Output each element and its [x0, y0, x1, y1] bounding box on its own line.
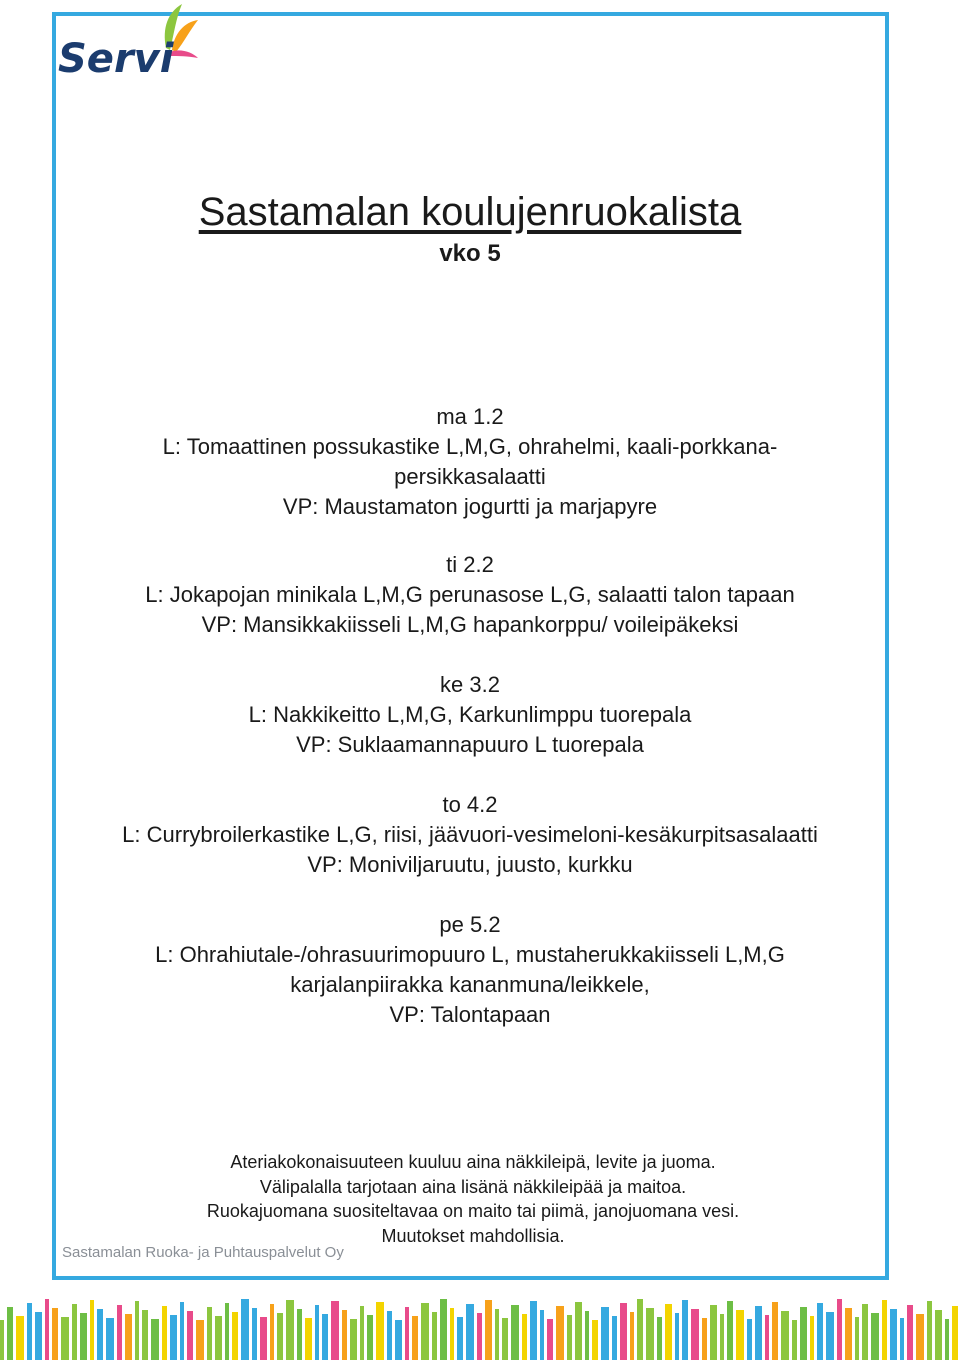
stripe — [106, 1318, 114, 1360]
stripe — [135, 1301, 139, 1360]
stripe — [331, 1301, 339, 1360]
stripe — [466, 1304, 474, 1360]
stripe — [252, 1308, 257, 1360]
stripe — [232, 1312, 238, 1360]
day-friday — [0, 910, 940, 1030]
week-label: vko 5 — [439, 240, 501, 267]
stripe — [727, 1301, 733, 1360]
stripe — [691, 1309, 699, 1360]
stripe — [837, 1299, 842, 1360]
stripe — [342, 1310, 347, 1360]
stripe — [180, 1302, 184, 1360]
stripe — [511, 1305, 519, 1360]
stripe — [125, 1314, 132, 1360]
stripe — [935, 1310, 942, 1360]
stripe — [765, 1315, 769, 1360]
stripe — [882, 1300, 887, 1360]
stripe — [27, 1303, 32, 1360]
stripe — [207, 1307, 212, 1360]
stripe — [702, 1318, 707, 1360]
stripe — [151, 1319, 159, 1360]
stripe — [547, 1319, 553, 1360]
stripe — [585, 1311, 589, 1360]
stripe — [800, 1307, 807, 1360]
stripe — [405, 1307, 409, 1360]
menu-line: L: Tomaattinen possukastike L,M,G, ohrahelmi, kaali-porkkana- — [162, 434, 778, 459]
stripe — [720, 1314, 724, 1360]
stripe — [61, 1317, 69, 1360]
menu-line: L: Nakkikeitto L,M,G, Karkunlimppu tuorepala — [248, 702, 692, 727]
note-line: Muutokset mahdollisia. — [381, 1225, 565, 1246]
stripe — [457, 1317, 463, 1360]
stripe — [0, 1320, 4, 1360]
stripe — [360, 1306, 364, 1360]
stripe — [855, 1317, 859, 1360]
stripe — [421, 1303, 429, 1360]
stripe — [376, 1302, 384, 1360]
stripe — [485, 1300, 492, 1360]
stripe — [927, 1301, 932, 1360]
stripe — [620, 1303, 627, 1360]
stripe — [387, 1311, 392, 1360]
stripe — [682, 1300, 688, 1360]
stripe — [196, 1320, 204, 1360]
stripe — [170, 1315, 177, 1360]
stripe — [350, 1319, 357, 1360]
stripe — [592, 1320, 598, 1360]
stripe — [502, 1318, 508, 1360]
stripe — [781, 1311, 789, 1360]
stripe — [665, 1304, 672, 1360]
stripe — [35, 1312, 42, 1360]
stripe — [225, 1303, 229, 1360]
stripe — [540, 1310, 544, 1360]
day-date: ke 3.2 — [440, 672, 500, 697]
stripe — [395, 1320, 402, 1360]
day-monday — [0, 402, 940, 522]
stripe — [810, 1316, 814, 1360]
stripe — [72, 1304, 77, 1360]
stripe — [16, 1316, 24, 1360]
stripe — [315, 1305, 319, 1360]
stripe — [117, 1305, 122, 1360]
stripe — [45, 1299, 49, 1360]
stripe — [90, 1300, 94, 1360]
stripe — [450, 1308, 454, 1360]
menu-line: VP: Talontapaan — [389, 1002, 551, 1027]
stripe — [270, 1304, 274, 1360]
menu-line: L: Currybroilerkastike L,G, riisi, jäävuori-vesimeloni-kesäkurpitsasalaatti — [122, 822, 818, 847]
stripe — [945, 1319, 949, 1360]
stripe — [612, 1316, 617, 1360]
stripe — [871, 1313, 879, 1360]
stripe — [530, 1301, 537, 1360]
note-line: Ruokajuomana suositeltavaa on maito tai piimä, janojuomana vesi. — [206, 1201, 740, 1221]
servi-logo — [58, 0, 208, 85]
stripe — [286, 1300, 294, 1360]
stripe — [575, 1302, 582, 1360]
menu-line: karjalanpiirakka kananmuna/leikkele, — [290, 972, 650, 997]
stripe — [556, 1306, 564, 1360]
stripe — [890, 1309, 897, 1360]
stripe — [495, 1309, 499, 1360]
day-date: to 4.2 — [442, 792, 498, 817]
stripe — [477, 1313, 482, 1360]
day-date: pe 5.2 — [439, 912, 501, 937]
stripe — [772, 1302, 778, 1360]
note-line: Ateriakokonaisuuteen kuuluu aina näkkileipä, levite ja juoma. — [230, 1152, 716, 1172]
stripe — [916, 1314, 924, 1360]
stripe — [952, 1306, 958, 1360]
stripe — [215, 1316, 222, 1360]
stripe — [432, 1312, 437, 1360]
stripe — [900, 1318, 904, 1360]
stripe — [845, 1308, 852, 1360]
logo-wordmark: Servi — [58, 36, 174, 82]
stripe — [80, 1313, 87, 1360]
day-wednesday — [0, 670, 940, 760]
stripe — [142, 1310, 148, 1360]
menu-line: VP: Suklaamannapuuro L tuorepala — [296, 732, 644, 757]
stripe — [826, 1312, 834, 1360]
stripe — [792, 1320, 797, 1360]
stripe — [907, 1305, 913, 1360]
stripe — [646, 1308, 654, 1360]
stripe — [637, 1299, 643, 1360]
stripe — [367, 1315, 373, 1360]
stripe — [52, 1308, 58, 1360]
stripe — [277, 1313, 283, 1360]
page-title: Sastamalan koulujenruokalista — [198, 190, 742, 234]
stripe — [440, 1299, 447, 1360]
stripe — [817, 1303, 823, 1360]
menu-line: VP: Maustamaton jogurtti ja marjapyre — [282, 494, 658, 519]
stripe — [710, 1305, 717, 1360]
menu-line: L: Ohrahiutale-/ohrasuurimopuuro L, mustaherukkakiisseli L,M,G — [155, 942, 785, 967]
stripe — [630, 1312, 634, 1360]
footer-company: Sastamalan Ruoka- ja Puhtauspalvelut Oy — [62, 1244, 344, 1261]
stripe — [260, 1317, 267, 1360]
day-date: ma 1.2 — [436, 404, 504, 429]
stripe — [297, 1309, 302, 1360]
stripe — [862, 1304, 868, 1360]
stripe — [187, 1311, 193, 1360]
stripe — [241, 1299, 249, 1360]
stripe — [567, 1315, 572, 1360]
meal-notes — [0, 1150, 946, 1248]
stripe — [7, 1307, 13, 1360]
day-thursday — [0, 790, 940, 880]
menu-line: VP: Moniviljaruutu, juusto, kurkku — [307, 852, 633, 877]
stripe — [675, 1313, 679, 1360]
menu-line: VP: Mansikkakiisseli L,M,G hapankorppu/ voileipäkeksi — [201, 612, 739, 637]
stripe — [97, 1309, 103, 1360]
decorative-stripe-band — [0, 1298, 960, 1360]
stripe — [601, 1307, 609, 1360]
stripe — [162, 1306, 167, 1360]
menu-line: L: Jokapojan minikala L,M,G perunasose L,G, salaatti talon tapaan — [145, 582, 795, 607]
note-line: Välipalalla tarjotaan aina lisänä näkkileipää ja maitoa. — [259, 1176, 687, 1197]
stripe — [522, 1314, 527, 1360]
stripe — [657, 1317, 662, 1360]
stripe — [755, 1306, 762, 1360]
day-date: ti 2.2 — [446, 552, 494, 577]
stripe — [747, 1319, 752, 1360]
stripe — [305, 1318, 312, 1360]
menu-line: persikkasalaatti — [394, 464, 546, 489]
stripe — [736, 1310, 744, 1360]
day-tuesday — [0, 550, 940, 640]
stripe — [322, 1314, 328, 1360]
stripe — [412, 1316, 418, 1360]
